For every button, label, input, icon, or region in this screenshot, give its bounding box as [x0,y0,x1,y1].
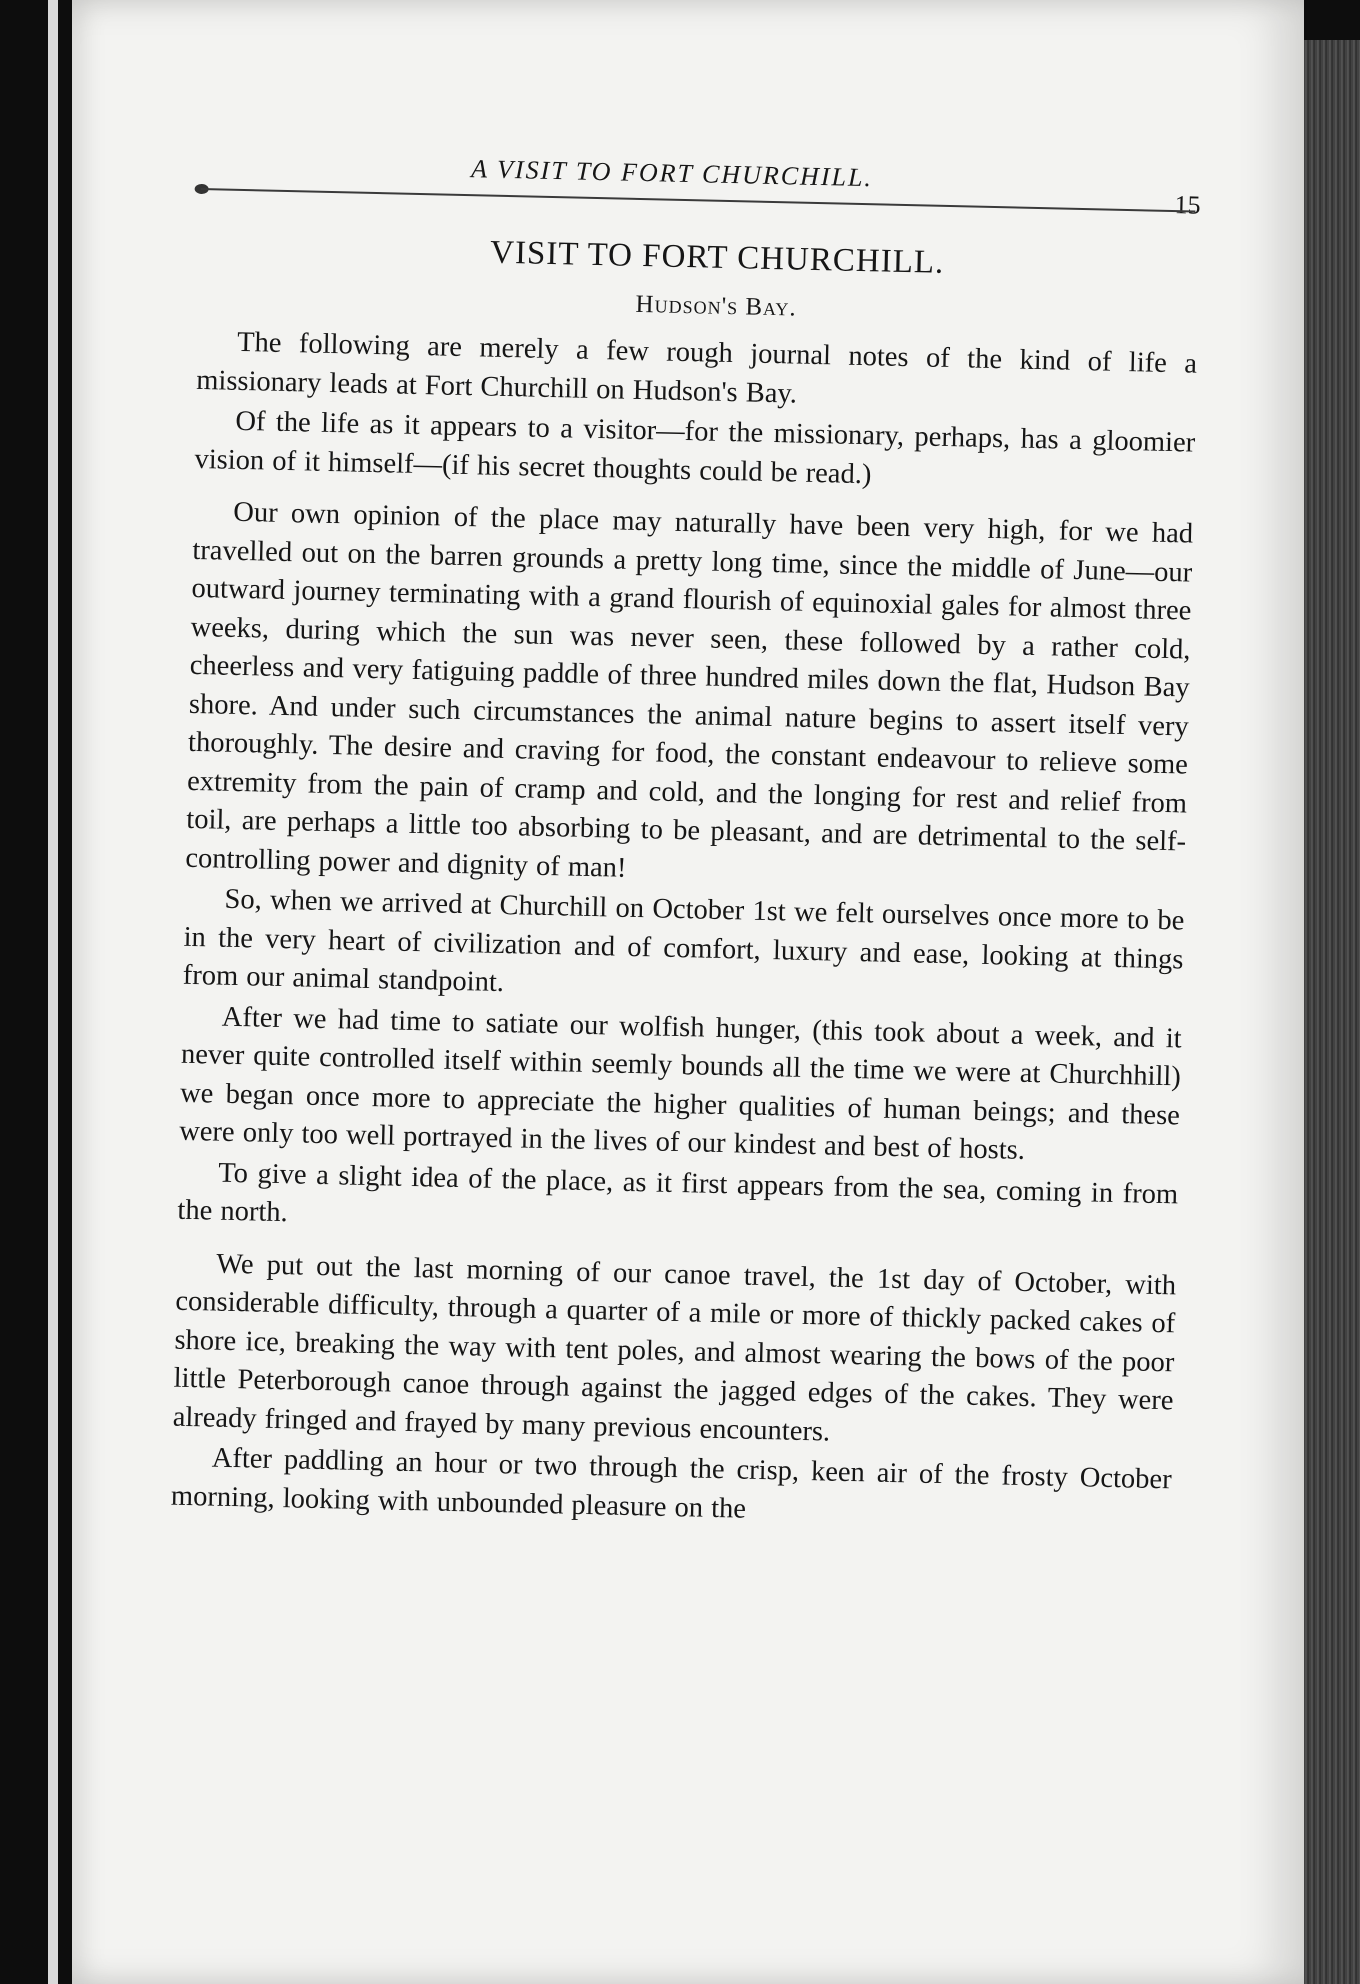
paragraph: We put out the last morning of our canoe travel, the 1st day of October, with considerable difficulty, through a quarter of a mile or more of thickly packed cakes of shore ice, breaking the way with tent poles, and almost wearing the bows of the poor little Peterborough canoe through against the jagged edges of the cakes. They were already fringed and frayed by many previous encounters. [172,1248,1177,1448]
paragraph: After paddling an hour or two through the crisp, keen air of the frosty October morning, looking with unbounded pleasure on the [170,1442,1172,1525]
paragraph: So, when we arrived at Churchill on October 1st we felt ourselves once more to be in the very heart of civilization and of comfort, luxury and ease, looking at things from our animal standpoint. [182,883,1185,999]
book-page-edges [1304,40,1360,1984]
running-head-title: A VISIT TO FORT CHURCHILL. [470,154,874,193]
previous-page-edge [48,0,58,1984]
article-title: VISIT TO FORT CHURCHILL. [489,234,945,281]
running-head [201,130,1202,220]
article-body [171,323,1198,1538]
paragraph: The following are merely a few rough journal notes of the kind of life a missionary leads at Fort Churchill on Hudson's Bay. [195,326,1198,410]
paragraph: To give a slight idea of the place, as it first appears from the sea, coming in from the north. [177,1157,1179,1229]
page-content [171,130,1202,1538]
book-page [72,0,1304,1984]
paragraph: Our own opinion of the place may naturally have been very high, for we had travelled out on the barren grounds a pretty long time, since the middle of June—our outward journey terminating with a grand flourish of equinoxial gales for almost three weeks, during which the sun was never seen, these followed by a rather cold, cheerless and very fatiguing paddle of three hundred miles down the flat, Hudson Bay shore. And under such circumstances the animal nature begins to assert itself very thoroughly. The desire and craving for food, the constant endeavour to relieve some extremity from the pain of cramp and cold, and the longing for rest and relief from toil, are perhaps a little too absorbing to be pleasant, and are detrimental to the self-controlling power and dignity of man! [185,496,1194,884]
page-number: 15 [1174,190,1201,220]
paragraph: After we had time to satiate our wolfish hunger, (this took about a week, and it never quite controlled itself within seemly bounds all the time we were at Churchhill) we began once more to appreciate the higher qualities of human beings; and these were only too well portrayed in the lives of our kindest and best of hosts. [178,1001,1182,1166]
header-rule [201,188,1196,213]
paragraph: Of the life as it appears to a visitor—for the missionary, perhaps, has a gloomier vision of it himself—(if his secret thoughts could be read.) [194,405,1196,490]
article-subtitle: Hudson's Bay. [635,290,797,322]
